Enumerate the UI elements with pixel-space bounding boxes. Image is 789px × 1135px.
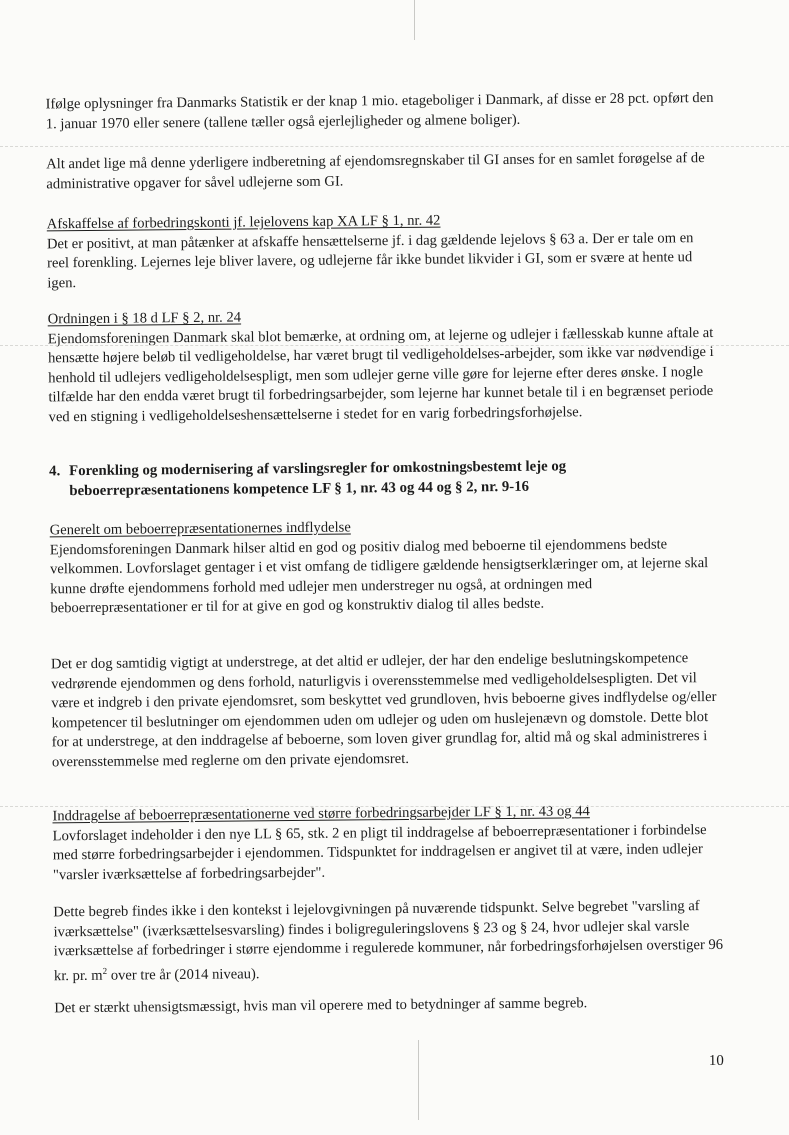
section-number: 4.	[49, 463, 61, 480]
subheading-improvement-accounts: Afskaffelse af forbedringskonti jf. lejelovens kap XA LF § 1, nr. 42	[46, 212, 441, 233]
scan-artifact-speck	[418, 1040, 419, 1120]
paragraph-administrative-tasks	[46, 149, 718, 195]
paragraph-text	[53, 897, 726, 987]
section-resident-involvement	[52, 801, 725, 886]
scan-artifact-line	[0, 146, 789, 147]
subheading-arrangement-18d: Ordningen i § 18 d LF § 2, nr. 24	[47, 309, 242, 328]
scan-artifact-line	[0, 345, 789, 346]
paragraph-text: Det er stærkt uhensigtsmæssigt, hvis man vil operere med to betydninger af samme begreb.	[54, 995, 588, 1017]
paragraph-text-main: Dette begreb findes ikke i den kontekst i lejelovgivningen på nuværende tidspunkt. Selve begrebet "varsling af iværksættelse" (iværksættelsesvarsling) findes i boligreguleringslovens § 23 og § 24, hvor udlejer skal varsle iværksættelse af forbedringer i større ejendomme i regulerede kommuner, når forbedringsforhøjelsen overstiger 96 kr. pr. m	[53, 898, 724, 984]
section-resident-influence	[50, 515, 723, 619]
paragraph-conclusion	[54, 993, 726, 1019]
paragraph-text: Alt andet lige må denne yderligere indberetning af ejendomsregnskaber til GI anses for en samlet forøgelse af de administrative opgaver for såvel udlejerne som GI.	[46, 150, 705, 192]
paragraph-text: Ejendomsforeningen Danmark hilser altid en god og positiv dialog med beboerne til ejendommens bedste velkommen. Lovforslaget gentager i et vist omfang de tidligere gældende hensigtserklæringer om, at lejerne skal kunne drøfte ejendommens forhold med udlejer men understreger nu også, at ordningen med beboerrepræsentationer er til for at give en god og konstruktiv dialog til alles bedste.	[49, 536, 709, 617]
section-title-text: Forenkling og modernisering af varslingsregler for omkostningsbestemt leje og beboerrepræsentationens kompetence LF § 1, nr. 43 og 44 og § 2, nr. 9-16	[69, 458, 567, 500]
section-arrangement-18d	[48, 304, 721, 428]
subheading-resident-involvement: Inddragelse af beboerrepræsentationerne ved større forbedringsarbejder LF § 1, nr. 43 og 44	[52, 803, 590, 825]
subheading-resident-influence: Generelt om beboerrepræsentationernes indflydelse	[49, 519, 351, 539]
paragraph-text: Ejendomsforeningen Danmark skal blot bemærke, at ordning om, at lejerne og udlejer i fællesskab kunne aftale at hensætte højere beløb til vedligeholdelse, har været brugt til vedligeholdelses-arbejder, som ikke var nødvendige i henhold til udlejers vedligeholdelsespligt, men som udlejer gerne ville gøre for lejerne efter deres ønske. I nogle tilfælde har den endda været brugt til forbedringsarbejder, som lejerne har kunnet betale til i en begrænset periode ved en stigning i vedligeholdelseshensættelserne i stedet for en varig forbedringsforhøjelse.	[47, 324, 714, 426]
paragraph-text: Det er positivt, at man påtænker at afskaffe hensættelserne jf. i dag gældende lejelovs § 63 a. Der er tale om en reel forenkling. Lejernes leje bliver lavere, og udlejerne får ikke bundet likvider i GI, som er svære at hente ud igen.	[46, 229, 694, 292]
section-4-title	[49, 455, 721, 501]
paragraph-text-end: over tre år (2014 niveau).	[107, 966, 260, 984]
paragraph-notice-concept	[53, 897, 726, 987]
paragraph-text: Lovforslaget indeholder i den nye LL § 65, stk. 2 en pligt til inddragelse af beboerrepræsentationer i forbindelse med større forbedringsarbejder i ejendommen. Tidspunktet for inddragelsen er angivet til at være, inden udlejer "varsler iværksættelse af forbedringsarbejder".	[52, 821, 707, 884]
page-number: 10	[708, 1052, 724, 1070]
paragraph-statistics	[46, 89, 718, 135]
section-heading	[49, 455, 721, 501]
paragraph-text: Ifølge oplysninger fra Danmarks Statistik er der knap 1 mio. etageboliger i Danmark, af disse er 28 pct. opført den 1. januar 1970 eller senere (tallene tæller også ejerlejligheder og almene boliger).	[45, 89, 714, 132]
paragraph-text: Det er dog samtidig vigtigt at understrege, at det altid er udlejer, der har den endelige beslutningskompetence vedrørende ejendommen og dens forhold, naturligvis i overensstemmelse med vedligeholdelsespligten. Det vil være et indgreb i den private ejendomsret, som beskyttet ved grundloven, hvis beboerne gives indflydelse og/eller kompetencer til beslutninger om ejendommen uden om udlejer og uden om huslejenævn og domstole. Dette blot for at understrege, at den inddragelse af beboerne, som loven giver grundlag for, altid må og skal administreres i overensstemmelse med reglerne om den private ejendomsret.	[50, 650, 717, 771]
section-improvement-accounts	[47, 209, 720, 294]
scan-artifact-speck	[414, 0, 415, 40]
paragraph-decision-authority	[51, 649, 724, 773]
superscript: 2	[102, 965, 108, 976]
scan-artifact-line	[0, 806, 789, 807]
